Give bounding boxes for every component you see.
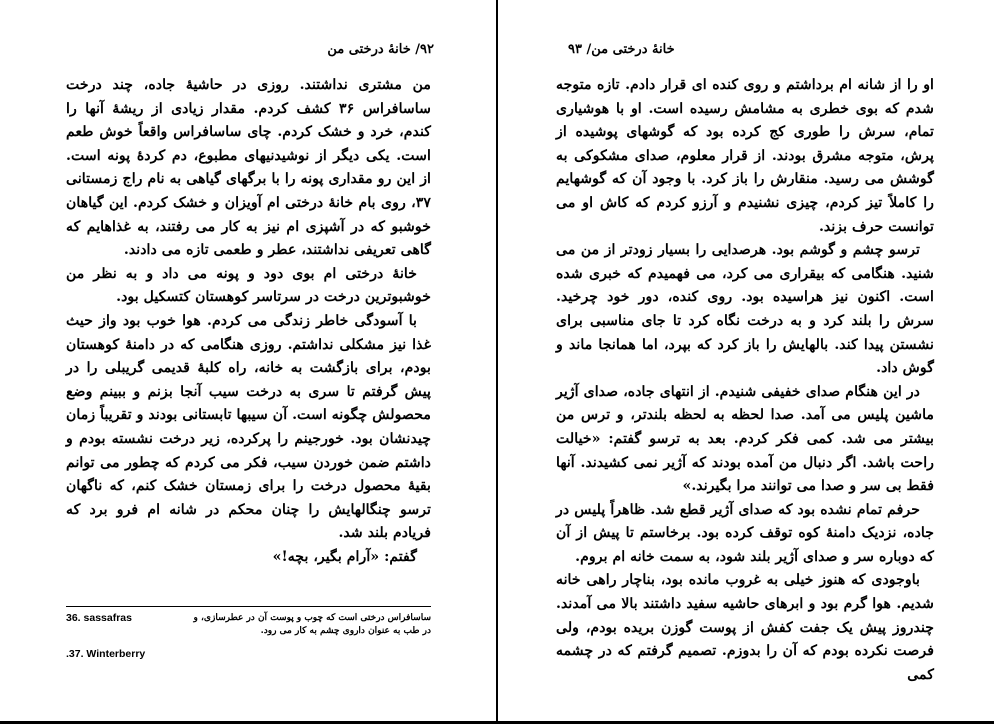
- footnote-divider: [66, 606, 431, 607]
- paragraph: حرفم تمام نشده بود که صدای آژیر قطع شد. ظاهراً پلیس در جاده، نزدیک دامنهٔ کوه توقف کرده بود. برخاستم تا پیش از آن که دوباره سر و صدای آژیر بلند شود، به سمت خانه ام بروم.: [556, 501, 934, 565]
- paragraph: ترسو چشم و گوشم بود. هرصدایی را بسیار زودتر از من می شنید. هنگامی که بیقراری می کرد، می فهمیدم که خبری شده است. اکنون نیز هراسیده بود. روی کنده، دور خود چرخید. سرش را بلند کرد و به درخت نگاه کرد تا جای مناسبی برای نشستن پیدا کند. بالهایش را باز کرد که بپرد، اما همانجا ماند و گوش داد.: [556, 242, 934, 377]
- footnotes: [66, 612, 431, 661]
- right-running-head: خانهٔ درختی من/ ۹۳: [568, 42, 675, 57]
- footnote-text: ساسافراس درختی است که چوب و پوست آن در عطرسازی، و در طب به عنوان داروی چشم به کار می رود.: [193, 613, 431, 636]
- paragraph: خانهٔ درختی ام بوی دود و پونه می داد و به نظر من خوشبوترین درخت در سرتاسر کوهستان کتسکیل بود.: [66, 265, 431, 306]
- paragraph: من مشتری نداشتند. روزی در حاشیهٔ جاده، چند درخت ساسافراس ۳۶ کشف کردم. مقدار زیادی از ریشهٔ آنها را کندم، خرد و خشک کردم. چای ساسافراس واقعاً خوش طعم است. یکی دیگر از نوشیدنیهای مطبوع، دم کردهٔ پونه است. از این رو مقداری پونه را با برگهای گیاهی به نام راج زمستانی ۳۷، روی بام خانهٔ درختی ام آویزان و خشک کردم. این گیاهان خوشبو که در آشپزی ام نیز به کار می رفتند، به غذاهایم که گاهی تعریفی نداشتند، عطر و طعمی تازه می دادند.: [66, 77, 432, 259]
- left-running-head: ۹۲/ خانهٔ درختی من: [327, 42, 434, 57]
- paragraph: در این هنگام صدای خفیفی شنیدم. از انتهای جاده، صدای آژیر ماشین پلیس می آمد. صدا لحظه به لحظه بلندتر، و ترس من بیشتر می شد. کمی فکر کردم. بعد به ترسو گفتم: «خیالت راحت باشد. اگر دنبال من آمده بودند که آژیر نمی کشیدند. آنها فقط بی سر و صدا می توانند مرا بگیرند.»: [556, 383, 934, 495]
- footnote: [66, 648, 431, 661]
- paragraph: او را از شانه ام برداشتم و روی کنده ای قرار دادم. تازه متوجه شدم که بوی خطری به مشامش رسیده است. او با هوشیاری تمام، سرش را طوری کج کرده بود که گوشهای پوشیده از پرش، متوجه مشرق بودند. از قرار معلوم، صدای مشکوکی به گوشش می رسید. منقارش را باز کرد. با وجود آن که گوشهایم را کاملاً تیز کردم، چیزی نشنیدم و آرزو کردم که کاش او می توانست حرف بزند.: [556, 77, 934, 235]
- paragraph: باوجودی که هنوز خیلی به غروب مانده بود، بناچار راهی خانه شدیم. هوا گرم بود و ابرهای حاشیه سفید داشتند بالا می آمدند. چندروز پیش یک جفت کفش از پوست گوزن بریده بودم، ولی فرصت نکرده بودم که آن را بدوزم. تصمیم گرفتم که در چشمه کمی: [556, 572, 934, 683]
- right-body-text: [556, 74, 934, 687]
- left-body-text: [66, 74, 431, 569]
- paragraph: گفتم: «آرام بگیر، بچه!»: [272, 548, 417, 565]
- footnote-term: 36. sassafras: [66, 612, 132, 624]
- book-spine: [496, 0, 498, 724]
- paragraph: با آسودگی خاطر زندگی می کردم. هوا خوب بود واز حیث غذا نیز مشکلی نداشتم. روزی هنگامی که در دامنهٔ کوهستان بودم، برای بازگشت به خانه، راه کلبهٔ قدیمی گریبلی را در پیش گرفتم تا سری به درخت سیب آنجا بزنم و ببینم وضع محصولش چگونه است. آن سیبها تابستانی بودند و تقریباً زمان چیدنشان بود. خورجینم را پرکرده، زیر درخت نشسته بودم و داشتم ضمن خوردن سیب، فکر می کردم که چطور می توانم بقیهٔ محصول درخت را برای زمستان خشک کنم، که ناگهان ترسو چنگالهایش را چنان محکم در شانه ام فرو برد که فریادم بلند شد.: [66, 312, 431, 542]
- footnote: [66, 612, 431, 638]
- footnote-term: .37. Winterberry: [66, 648, 146, 660]
